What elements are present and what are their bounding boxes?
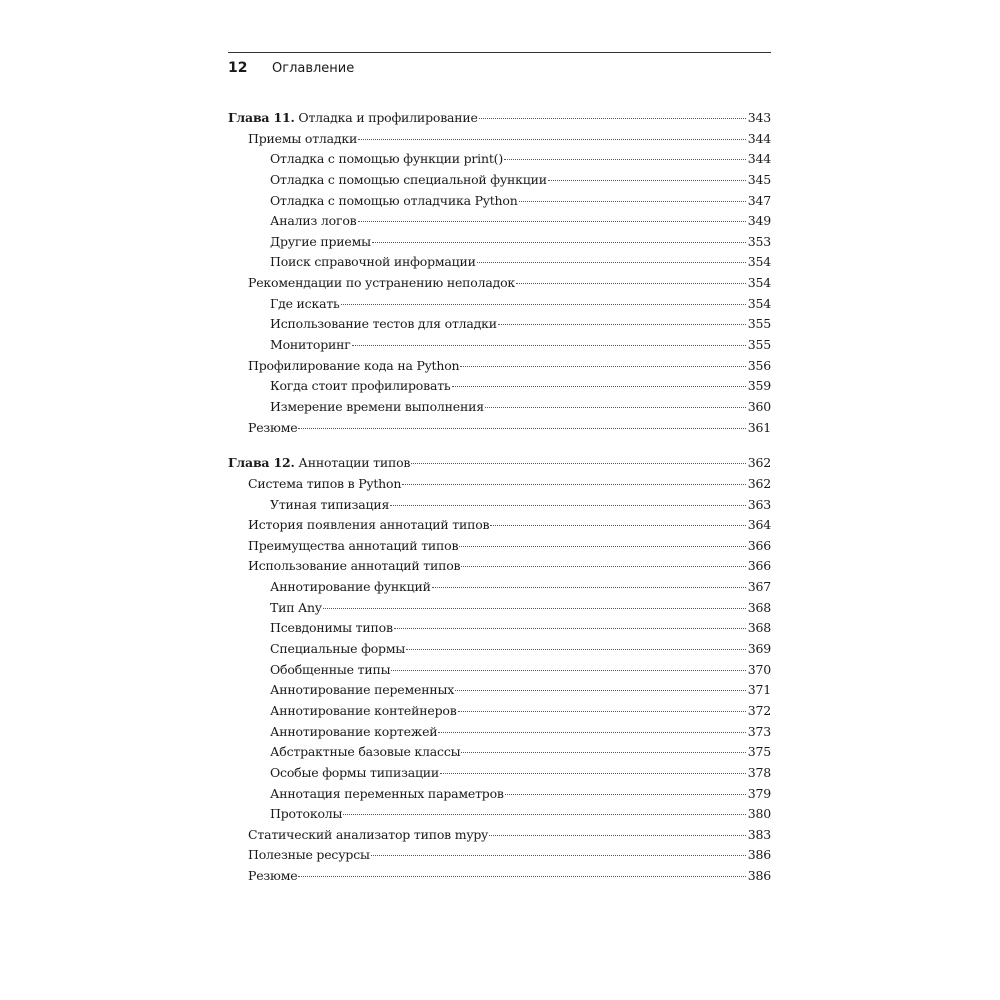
toc-page-number: 383 [747, 826, 771, 842]
toc-section-entry[interactable] [228, 474, 771, 495]
toc-entry-title: История появления аннотаций типов [248, 517, 490, 533]
toc-entry-title: Абстрактные базовые классы [270, 744, 461, 760]
toc-page-number: 361 [747, 419, 771, 435]
dot-leader [394, 627, 746, 629]
toc-section-entry[interactable] [228, 845, 771, 866]
toc-page-number: 366 [747, 537, 771, 553]
toc-section-entry[interactable] [228, 866, 771, 887]
running-title: Оглавление [272, 61, 355, 76]
dot-leader [479, 117, 746, 119]
toc-entry-title: Особые формы типизации [270, 764, 440, 780]
dot-leader [341, 303, 746, 305]
toc-page-number: 356 [747, 357, 771, 373]
toc-page-number: 373 [747, 723, 771, 739]
toc-section-entry[interactable] [228, 418, 771, 439]
toc-entry-title: Приемы отладки [248, 130, 358, 146]
toc-page-number: 354 [747, 254, 771, 270]
toc-subsection-entry[interactable] [228, 170, 771, 191]
toc-page-number: 354 [747, 295, 771, 311]
toc-entry-title: Аннотация переменных параметров [270, 785, 504, 801]
toc-entry-title: Резюме [248, 419, 298, 435]
toc-page-number: 380 [747, 806, 771, 822]
toc-subsection-entry[interactable] [228, 763, 771, 784]
toc-page-number: 386 [747, 847, 771, 863]
toc-subsection-entry[interactable] [228, 784, 771, 805]
dot-leader [548, 179, 746, 181]
dot-leader [490, 524, 746, 526]
dot-leader [352, 344, 746, 346]
toc-entry-title: Аннотирование кортежей [270, 723, 438, 739]
toc-page-number: 360 [747, 398, 771, 414]
toc-page-number: 344 [747, 151, 771, 167]
table-of-contents [228, 108, 771, 887]
dot-leader [432, 586, 746, 588]
dot-leader [372, 241, 746, 243]
toc-page-number: 355 [747, 337, 771, 353]
toc-entry-title: Отладка с помощью отладчика Python [270, 192, 518, 208]
dot-leader [489, 834, 746, 836]
toc-page-number: 371 [747, 682, 771, 698]
toc-subsection-entry[interactable] [228, 495, 771, 516]
dot-leader [402, 483, 746, 485]
dot-leader [390, 504, 746, 506]
toc-page-number: 366 [747, 558, 771, 574]
toc-entry-title: Аннотирование контейнеров [270, 702, 457, 718]
dot-leader [461, 565, 746, 567]
toc-subsection-entry[interactable] [228, 742, 771, 763]
toc-subsection-entry[interactable] [228, 335, 771, 356]
toc-page-number: 343 [747, 110, 771, 125]
toc-page-number: 369 [747, 641, 771, 657]
toc-entry-title: Статический анализатор типов mypy [248, 826, 488, 842]
toc-section-entry[interactable] [228, 536, 771, 557]
toc-entry-title: Аннотирование функций [270, 579, 431, 595]
dot-leader [371, 854, 746, 856]
toc-entry-title: Рекомендации по устранению неполадок [248, 275, 516, 291]
dot-leader [391, 669, 746, 671]
toc-page-number: 368 [747, 599, 771, 615]
chapter-prefix: Глава 11. [228, 110, 295, 125]
toc-page-number: 378 [747, 764, 771, 780]
toc-subsection-entry[interactable] [228, 211, 771, 232]
toc-page-number: 379 [747, 785, 771, 801]
toc-subsection-entry[interactable] [228, 314, 771, 335]
toc-subsection-entry[interactable] [228, 294, 771, 315]
chapter-title: Отладка и профилирование [298, 110, 478, 125]
toc-entry-title: Поиск справочной информации [270, 254, 476, 270]
toc-entry-title: Где искать [270, 295, 340, 311]
toc-page-number: 363 [747, 496, 771, 512]
toc-entry-title: Преимущества аннотаций типов [248, 537, 459, 553]
toc-page-number: 362 [747, 455, 771, 471]
dot-leader [459, 545, 746, 547]
toc-subsection-entry[interactable] [228, 639, 771, 660]
toc-page-number: 344 [747, 130, 771, 146]
chapter-gap [228, 438, 771, 453]
toc-entry-title: Анализ логов [270, 213, 357, 229]
dot-leader [461, 751, 746, 753]
toc-section-entry[interactable] [228, 273, 771, 294]
toc-page-number: 349 [747, 213, 771, 229]
toc-page-number: 372 [747, 702, 771, 718]
toc-chapter-label [228, 453, 410, 474]
toc-entry-title: Отладка с помощью специальной функции [270, 171, 547, 187]
toc-page-number: 347 [747, 192, 771, 208]
dot-leader [519, 200, 746, 202]
toc-subsection-entry[interactable] [228, 618, 771, 639]
dot-leader [298, 875, 746, 877]
chapter-title: Аннотации типов [298, 455, 411, 471]
toc-chapter-entry[interactable] [228, 108, 771, 129]
toc-entry-title: Аннотирование переменных [270, 682, 455, 698]
dot-leader [358, 220, 747, 222]
chapter-prefix: Глава 12. [228, 455, 295, 471]
dot-leader [455, 689, 746, 691]
toc-subsection-entry[interactable] [228, 191, 771, 212]
toc-entry-title: Другие приемы [270, 233, 371, 249]
dot-leader [406, 648, 746, 650]
dot-leader [477, 261, 746, 263]
toc-page-number: 367 [747, 579, 771, 595]
dot-leader [504, 158, 746, 160]
dot-leader [485, 406, 746, 408]
dot-leader [440, 772, 746, 774]
dot-leader [438, 731, 746, 733]
toc-subsection-entry[interactable] [228, 660, 771, 681]
toc-entry-title: Обобщенные типы [270, 661, 391, 677]
toc-entry-title: Отладка с помощью функции print() [270, 151, 504, 167]
toc-page-number: 386 [747, 868, 771, 884]
dot-leader [411, 462, 746, 464]
toc-page-number: 375 [747, 744, 771, 760]
toc-entry-title: Тип Any [270, 599, 322, 615]
page-number: 12 [228, 60, 248, 76]
toc-subsection-entry[interactable] [228, 149, 771, 170]
toc-entry-title: Специальные формы [270, 641, 406, 657]
dot-leader [505, 793, 746, 795]
dot-leader [358, 138, 746, 140]
toc-page-number: 354 [747, 275, 771, 291]
toc-entry-title: Система типов в Python [248, 475, 402, 491]
running-header [228, 52, 771, 79]
toc-page-number: 362 [747, 475, 771, 491]
toc-section-entry[interactable] [228, 515, 771, 536]
dot-leader [323, 607, 746, 609]
toc-subsection-entry[interactable] [228, 722, 771, 743]
toc-section-entry[interactable] [228, 556, 771, 577]
toc-page-number: 370 [747, 661, 771, 677]
toc-entry-title: Использование аннотаций типов [248, 558, 461, 574]
toc-subsection-entry[interactable] [228, 376, 771, 397]
dot-leader [458, 710, 746, 712]
toc-entry-title: Использование тестов для отладки [270, 316, 497, 332]
dot-leader [343, 813, 746, 815]
toc-subsection-entry[interactable] [228, 577, 771, 598]
toc-subsection-entry[interactable] [228, 598, 771, 619]
toc-entry-title: Профилирование кода на Python [248, 357, 460, 373]
dot-leader [298, 427, 746, 429]
toc-subsection-entry[interactable] [228, 701, 771, 722]
toc-subsection-entry[interactable] [228, 680, 771, 701]
toc-section-entry[interactable] [228, 825, 771, 846]
toc-entry-title: Протоколы [270, 806, 343, 822]
toc-page-number: 345 [747, 171, 771, 187]
toc-entry-title: Мониторинг [270, 337, 351, 353]
dot-leader [460, 365, 746, 367]
toc-entry-title: Утиная типизация [270, 496, 390, 512]
dot-leader [516, 282, 746, 284]
toc-entry-title: Измерение времени выполнения [270, 398, 484, 414]
toc-subsection-entry[interactable] [228, 232, 771, 253]
toc-page-number: 355 [747, 316, 771, 332]
toc-section-entry[interactable] [228, 129, 771, 150]
toc-page-number: 364 [747, 517, 771, 533]
toc-subsection-entry[interactable] [228, 252, 771, 273]
toc-page-number: 353 [747, 233, 771, 249]
dot-leader [498, 323, 746, 325]
toc-entry-title: Резюме [248, 868, 298, 884]
toc-entry-title: Полезные ресурсы [248, 847, 370, 863]
dot-leader [452, 385, 746, 387]
toc-chapter-label [228, 108, 478, 129]
toc-subsection-entry[interactable] [228, 804, 771, 825]
toc-entry-title: Когда стоит профилировать [270, 378, 451, 394]
toc-entry-title: Псевдонимы типов [270, 620, 393, 636]
toc-page-number: 368 [747, 620, 771, 636]
toc-subsection-entry[interactable] [228, 397, 771, 418]
toc-page-number: 359 [747, 378, 771, 394]
toc-section-entry[interactable] [228, 356, 771, 377]
toc-chapter-entry[interactable] [228, 453, 771, 474]
